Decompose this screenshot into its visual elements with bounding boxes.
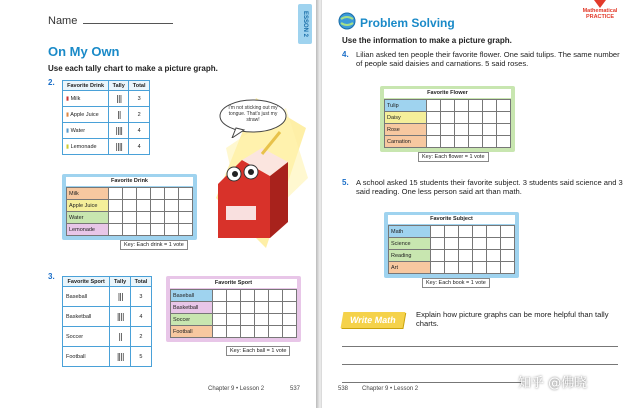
graph-cell[interactable] — [497, 112, 511, 124]
graph-cell[interactable] — [501, 250, 515, 262]
graph-row — [389, 250, 515, 262]
graph-cell[interactable] — [213, 290, 227, 302]
graph-cell[interactable] — [427, 124, 441, 136]
graph-cell[interactable] — [469, 124, 483, 136]
graph-cell[interactable] — [483, 112, 497, 124]
graph-title: Favorite Drink — [66, 177, 193, 186]
arrow-down-icon — [594, 0, 606, 8]
graph-cell[interactable] — [241, 314, 255, 326]
watermark: 知乎 @佛晓 — [518, 376, 588, 391]
subject-picture-graph — [384, 212, 519, 278]
graph-cell[interactable] — [283, 290, 297, 302]
graph-cell[interactable] — [255, 326, 269, 338]
sport-picture-graph — [166, 276, 301, 342]
question-number-5: 5. — [342, 178, 349, 187]
graph-cell[interactable] — [473, 262, 487, 274]
graph-cell[interactable] — [487, 250, 501, 262]
graph-cell[interactable] — [431, 226, 445, 238]
footer-lesson: Chapter 9 • Lesson 2 — [208, 386, 265, 392]
graph-cell[interactable] — [241, 290, 255, 302]
graph-cell[interactable] — [445, 238, 459, 250]
graph-cell[interactable] — [165, 224, 179, 236]
answer-line[interactable] — [342, 382, 522, 383]
graph-cell[interactable] — [137, 200, 151, 212]
left-page — [0, 0, 318, 408]
graph-row — [67, 200, 193, 212]
graph-cell[interactable] — [165, 188, 179, 200]
graph-cell[interactable] — [255, 290, 269, 302]
graph-row — [171, 290, 297, 302]
graph-row — [389, 226, 515, 238]
graph-cell[interactable] — [269, 302, 283, 314]
graph-row-label: Daisy — [385, 112, 427, 124]
graph-cell[interactable] — [455, 124, 469, 136]
tally-header: Favorite Drink — [63, 81, 109, 91]
instruction: Use each tally chart to make a picture graph. — [48, 64, 218, 73]
right-page — [322, 0, 640, 408]
question-number-4: 4. — [342, 50, 349, 59]
graph-row-label: Science — [389, 238, 431, 250]
write-math-prompt: Explain how picture graphs can be more helpful than tally charts. — [416, 310, 609, 329]
graph-title: Favorite Sport — [170, 279, 297, 288]
graph-row — [385, 124, 511, 136]
graph-cell[interactable] — [109, 224, 123, 236]
footer-lesson: Chapter 9 • Lesson 2 — [362, 386, 419, 392]
graph-cell[interactable] — [487, 262, 501, 274]
graph-cell[interactable] — [123, 212, 137, 224]
graph-cell[interactable] — [445, 250, 459, 262]
graph-cell[interactable] — [269, 326, 283, 338]
graph-cell[interactable] — [427, 100, 441, 112]
answer-line[interactable] — [342, 346, 618, 347]
drink-tally-chart — [62, 80, 150, 155]
graph-row — [67, 188, 193, 200]
graph-cell[interactable] — [151, 200, 165, 212]
graph-cell[interactable] — [469, 112, 483, 124]
graph-key: Key: Each ball = 1 vote — [226, 346, 290, 356]
graph-cell[interactable] — [427, 112, 441, 124]
graph-cell[interactable] — [473, 238, 487, 250]
graph-cell[interactable] — [483, 136, 497, 148]
water-bottle-icon: ▮ — [66, 127, 70, 134]
graph-cell[interactable] — [213, 302, 227, 314]
globe-icon — [338, 12, 356, 30]
sport-tally-chart — [62, 276, 152, 367]
graph-cell[interactable] — [459, 238, 473, 250]
graph-cell[interactable] — [459, 262, 473, 274]
graph-row — [67, 212, 193, 224]
graph-row-label: Apple Juice — [67, 200, 109, 212]
question-5-text: A school asked 15 students their favorite subject. 3 students said science and 3 said reading. One less person said art than math. — [356, 178, 623, 197]
graph-cell[interactable] — [431, 250, 445, 262]
graph-row-label: Reading — [389, 250, 431, 262]
question-4-text: Lilian asked ten people their favorite flower. One said tulips. The same number of people said daisies and carnations. 5 said roses. — [356, 50, 620, 69]
tally-header: Tally — [109, 81, 129, 91]
graph-cell[interactable] — [445, 226, 459, 238]
graph-row-label: Basketball — [171, 302, 213, 314]
drink-picture-graph — [62, 174, 197, 240]
graph-title: Favorite Subject — [388, 215, 515, 224]
tally-header: Total — [129, 81, 150, 91]
table-row: ▮ Lemonade |||| 4 — [63, 139, 150, 155]
graph-cell[interactable] — [179, 224, 193, 236]
graph-cell[interactable] — [469, 100, 483, 112]
graph-cell[interactable] — [165, 200, 179, 212]
graph-row-label: Art — [389, 262, 431, 274]
graph-cell[interactable] — [179, 188, 193, 200]
graph-cell[interactable] — [497, 124, 511, 136]
graph-cell[interactable] — [151, 212, 165, 224]
graph-row — [171, 326, 297, 338]
write-math-badge: Write Math — [341, 312, 406, 328]
graph-cell[interactable] — [213, 326, 227, 338]
instruction: Use the information to make a picture graph. — [342, 36, 512, 45]
graph-row — [171, 302, 297, 314]
graph-cell[interactable] — [227, 314, 241, 326]
math-practice-badge: Mathematical PRACTICE — [578, 0, 622, 20]
graph-cell[interactable] — [123, 200, 137, 212]
graph-cell[interactable] — [459, 226, 473, 238]
graph-row-label: Carnation — [385, 136, 427, 148]
graph-cell[interactable] — [109, 212, 123, 224]
graph-cell[interactable] — [137, 212, 151, 224]
graph-cell[interactable] — [255, 314, 269, 326]
graph-row-label: Water — [67, 212, 109, 224]
graph-cell[interactable] — [483, 124, 497, 136]
graph-row-label: Math — [389, 226, 431, 238]
graph-cell[interactable] — [179, 200, 193, 212]
table-row: Football |||| 5 — [63, 347, 152, 367]
table-row: ▮ Milk ||| 3 — [63, 91, 150, 107]
graph-cell[interactable] — [455, 100, 469, 112]
graph-cell[interactable] — [269, 314, 283, 326]
lesson-side-tab: ESSON 2 — [298, 4, 312, 44]
page-number: 537 — [290, 386, 301, 392]
graph-cell[interactable] — [269, 290, 283, 302]
graph-cell[interactable] — [469, 136, 483, 148]
graph-cell[interactable] — [445, 262, 459, 274]
flower-picture-graph — [380, 86, 515, 152]
name-label: Name — [48, 15, 78, 27]
tally-header: Tally — [110, 277, 130, 287]
milk-carton-icon: ▮ — [66, 95, 70, 102]
graph-cell[interactable] — [441, 136, 455, 148]
table-row: Baseball ||| 3 — [63, 287, 152, 307]
table-row: ▮ Water |||| 4 — [63, 123, 150, 139]
graph-cell[interactable] — [497, 136, 511, 148]
speech-bubble-text: I'm not sticking out my tongue. That's just my straw! — [228, 105, 278, 123]
graph-cell[interactable] — [497, 100, 511, 112]
graph-cell[interactable] — [179, 212, 193, 224]
graph-row-label: Rose — [385, 124, 427, 136]
graph-cell[interactable] — [151, 224, 165, 236]
page-number: 538 — [338, 386, 349, 392]
graph-cell[interactable] — [473, 226, 487, 238]
table-row: Soccer || 2 — [63, 327, 152, 347]
graph-cell[interactable] — [501, 262, 515, 274]
graph-cell[interactable] — [165, 212, 179, 224]
graph-cell[interactable] — [441, 124, 455, 136]
graph-cell[interactable] — [123, 188, 137, 200]
graph-row-label: Soccer — [171, 314, 213, 326]
graph-cell[interactable] — [137, 188, 151, 200]
graph-key: Key: Each drink = 1 vote — [120, 240, 188, 250]
graph-cell[interactable] — [501, 238, 515, 250]
juice-box-icon: ▮ — [66, 111, 70, 118]
graph-row-label: Baseball — [171, 290, 213, 302]
graph-row — [385, 100, 511, 112]
graph-cell[interactable] — [441, 100, 455, 112]
graph-key: Key: Each book = 1 vote — [422, 278, 490, 288]
graph-cell[interactable] — [241, 326, 255, 338]
graph-row-label: Milk — [67, 188, 109, 200]
graph-cell[interactable] — [227, 290, 241, 302]
graph-row-label: Football — [171, 326, 213, 338]
question-number-2: 2. — [48, 78, 55, 87]
graph-cell[interactable] — [283, 326, 297, 338]
graph-cell[interactable] — [283, 302, 297, 314]
graph-row — [385, 136, 511, 148]
graph-cell[interactable] — [455, 112, 469, 124]
graph-cell[interactable] — [123, 224, 137, 236]
graph-row — [385, 112, 511, 124]
graph-row — [67, 224, 193, 236]
graph-row — [389, 262, 515, 274]
graph-row-label: Lemonade — [67, 224, 109, 236]
question-number-3: 3. — [48, 272, 55, 281]
tally-header: Favorite Sport — [63, 277, 110, 287]
section-heading: On My Own — [48, 44, 120, 59]
graph-cell[interactable] — [487, 226, 501, 238]
graph-row — [389, 238, 515, 250]
graph-cell[interactable] — [431, 238, 445, 250]
table-row: Basketball |||| 4 — [63, 307, 152, 327]
graph-cell[interactable] — [151, 188, 165, 200]
graph-row-label: Tulip — [385, 100, 427, 112]
graph-cell[interactable] — [483, 100, 497, 112]
graph-title: Favorite Flower — [384, 89, 511, 98]
graph-cell[interactable] — [441, 112, 455, 124]
name-line[interactable] — [83, 14, 173, 24]
graph-key: Key: Each flower = 1 vote — [418, 152, 489, 162]
graph-cell[interactable] — [109, 188, 123, 200]
graph-cell[interactable] — [459, 250, 473, 262]
graph-cell[interactable] — [283, 314, 297, 326]
table-row: ▮ Apple Juice || 2 — [63, 107, 150, 123]
section-heading: Problem Solving — [360, 16, 455, 30]
name-field — [48, 14, 173, 27]
graph-row — [171, 314, 297, 326]
graph-cell[interactable] — [427, 136, 441, 148]
graph-cell[interactable] — [431, 262, 445, 274]
tally-header: Total — [130, 277, 151, 287]
lemonade-icon: ▮ — [66, 143, 70, 150]
answer-line[interactable] — [342, 364, 618, 365]
graph-cell[interactable] — [473, 250, 487, 262]
graph-cell[interactable] — [501, 226, 515, 238]
graph-cell[interactable] — [487, 238, 501, 250]
graph-cell[interactable] — [137, 224, 151, 236]
graph-cell[interactable] — [213, 314, 227, 326]
graph-cell[interactable] — [109, 200, 123, 212]
graph-cell[interactable] — [255, 302, 269, 314]
graph-cell[interactable] — [455, 136, 469, 148]
graph-cell[interactable] — [241, 302, 255, 314]
graph-cell[interactable] — [227, 302, 241, 314]
graph-cell[interactable] — [227, 326, 241, 338]
